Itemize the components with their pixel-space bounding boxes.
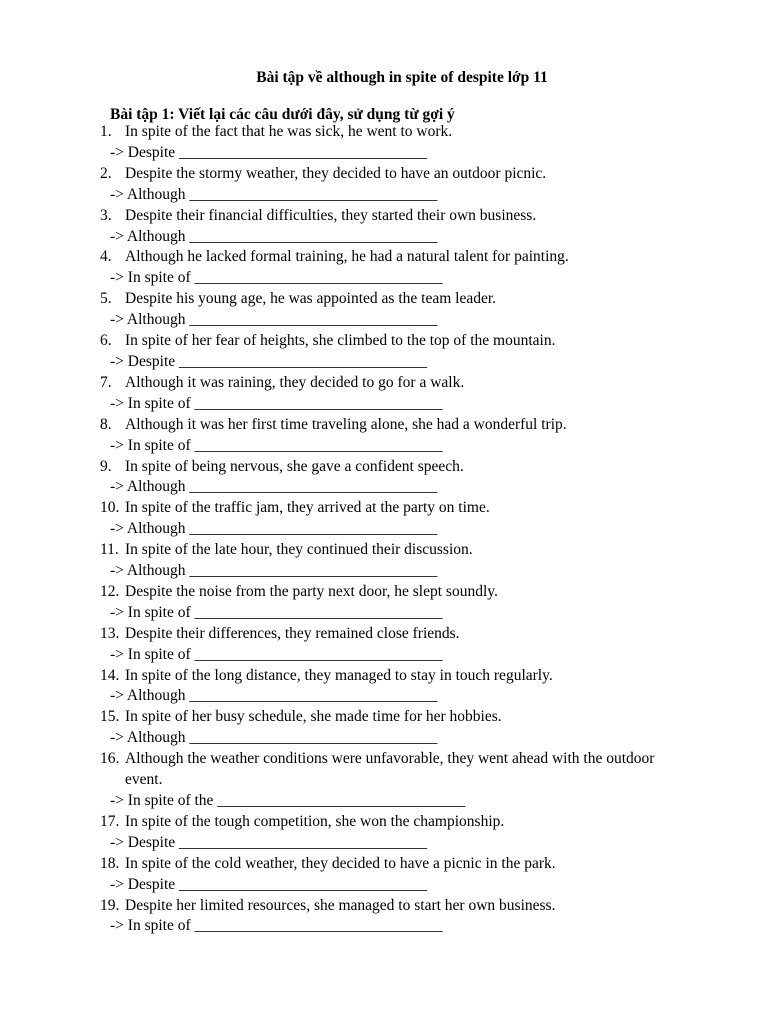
question-item [0, 582, 768, 624]
question-item [0, 206, 768, 248]
answer-prompt: -> Despite ________________________________ [110, 143, 428, 161]
question-sentence: Although it was her first time traveling alone, she had a wonderful trip. [125, 415, 567, 433]
question-number: 11. [100, 541, 119, 559]
question-item [0, 457, 768, 499]
question-item [0, 666, 768, 708]
question-item [0, 854, 768, 896]
answer-prompt: -> In spite of ________________________________ [110, 394, 443, 412]
question-sentence: In spite of the tough competition, she won the championship. [125, 812, 505, 830]
question-number: 18. [100, 854, 120, 872]
question-item [0, 540, 768, 582]
question-number: 2. [100, 164, 112, 182]
answer-prompt: -> Although ________________________________ [110, 520, 438, 538]
question-list [0, 122, 768, 937]
question-number: 1. [100, 123, 112, 140]
question-sentence: Despite his young age, he was appointed as the team leader. [125, 290, 497, 308]
question-number: 5. [100, 290, 112, 308]
answer-prompt: -> In spite of ________________________________ [110, 269, 443, 287]
answer-prompt: -> Although ________________________________ [110, 562, 438, 580]
question-number: 9. [100, 457, 112, 475]
question-sentence: In spite of the late hour, they continued their discussion. [125, 541, 473, 559]
question-number: 12. [100, 582, 120, 600]
question-item [0, 164, 768, 206]
answer-prompt: -> Although ________________________________ [110, 478, 438, 496]
question-sentence: Although it was raining, they decided to go for a walk. [125, 373, 465, 391]
question-sentence: Despite her limited resources, she managed to start her own business. [125, 896, 556, 914]
question-item [0, 289, 768, 331]
question-item [0, 896, 768, 938]
answer-prompt: -> Although ________________________________ [110, 185, 438, 203]
question-sentence: Although the weather conditions were unfavorable, they went ahead with the outdoor event. [125, 750, 655, 789]
question-number: 15. [100, 708, 120, 726]
exercise-heading: Bài tập 1: Viết lại các câu dưới đây, sử dụng từ gợi ý [110, 106, 455, 123]
question-sentence: In spite of being nervous, she gave a confident speech. [125, 457, 464, 475]
question-number: 3. [100, 206, 112, 224]
question-sentence: Despite their financial difficulties, they started their own business. [125, 206, 537, 224]
question-number: 16. [100, 750, 120, 768]
answer-prompt: -> In spite of ________________________________ [110, 917, 443, 935]
question-number: 19. [100, 896, 120, 914]
question-item [0, 331, 768, 373]
question-sentence: Despite the stormy weather, they decided to have an outdoor picnic. [125, 164, 547, 182]
question-item [0, 624, 768, 666]
question-number: 8. [100, 415, 112, 433]
question-sentence: In spite of the cold weather, they decided to have a picnic in the park. [125, 854, 556, 872]
question-sentence: In spite of the traffic jam, they arrived at the party on time. [125, 499, 490, 517]
question-number: 7. [100, 373, 112, 391]
question-number: 13. [100, 624, 120, 642]
answer-prompt: -> Despite ________________________________ [110, 833, 428, 851]
question-item [0, 498, 768, 540]
question-number: 17. [100, 812, 120, 830]
question-number: 10. [100, 499, 120, 517]
question-sentence: In spite of her busy schedule, she made time for her hobbies. [125, 708, 502, 726]
answer-prompt: -> In spite of ________________________________ [110, 603, 443, 621]
question-item [0, 247, 768, 289]
answer-prompt: -> Although ________________________________ [110, 311, 438, 329]
answer-prompt: -> Although ________________________________ [110, 729, 438, 747]
question-sentence: In spite of the long distance, they managed to stay in touch regularly. [125, 666, 553, 684]
question-sentence: In spite of the fact that he was sick, he went to work. [125, 123, 453, 140]
question-number: 4. [100, 248, 112, 266]
question-sentence: Despite the noise from the party next door, he slept soundly. [125, 582, 498, 600]
answer-prompt: -> Although ________________________________ [110, 227, 438, 245]
question-number: 6. [100, 332, 112, 350]
question-item [0, 812, 768, 854]
question-item [0, 749, 768, 812]
answer-prompt: -> In spite of ________________________________ [110, 436, 443, 454]
answer-prompt: -> In spite of ________________________________ [110, 645, 443, 663]
answer-prompt: -> Although ________________________________ [110, 687, 438, 705]
answer-prompt: -> Despite ________________________________ [110, 352, 428, 370]
question-item [0, 707, 768, 749]
question-item [0, 373, 768, 415]
document-title: Bài tập về although in spite of despite lớp 11 [256, 69, 548, 86]
question-sentence: In spite of her fear of heights, she climbed to the top of the mountain. [125, 332, 556, 350]
question-sentence: Although he lacked formal training, he had a natural talent for painting. [125, 248, 569, 266]
answer-prompt: -> In spite of the ________________________________ [110, 792, 466, 809]
answer-prompt: -> Despite ________________________________ [110, 875, 428, 893]
question-item [0, 415, 768, 457]
question-sentence: Despite their differences, they remained close friends. [125, 624, 460, 642]
question-number: 14. [100, 666, 120, 684]
question-item [0, 122, 768, 164]
